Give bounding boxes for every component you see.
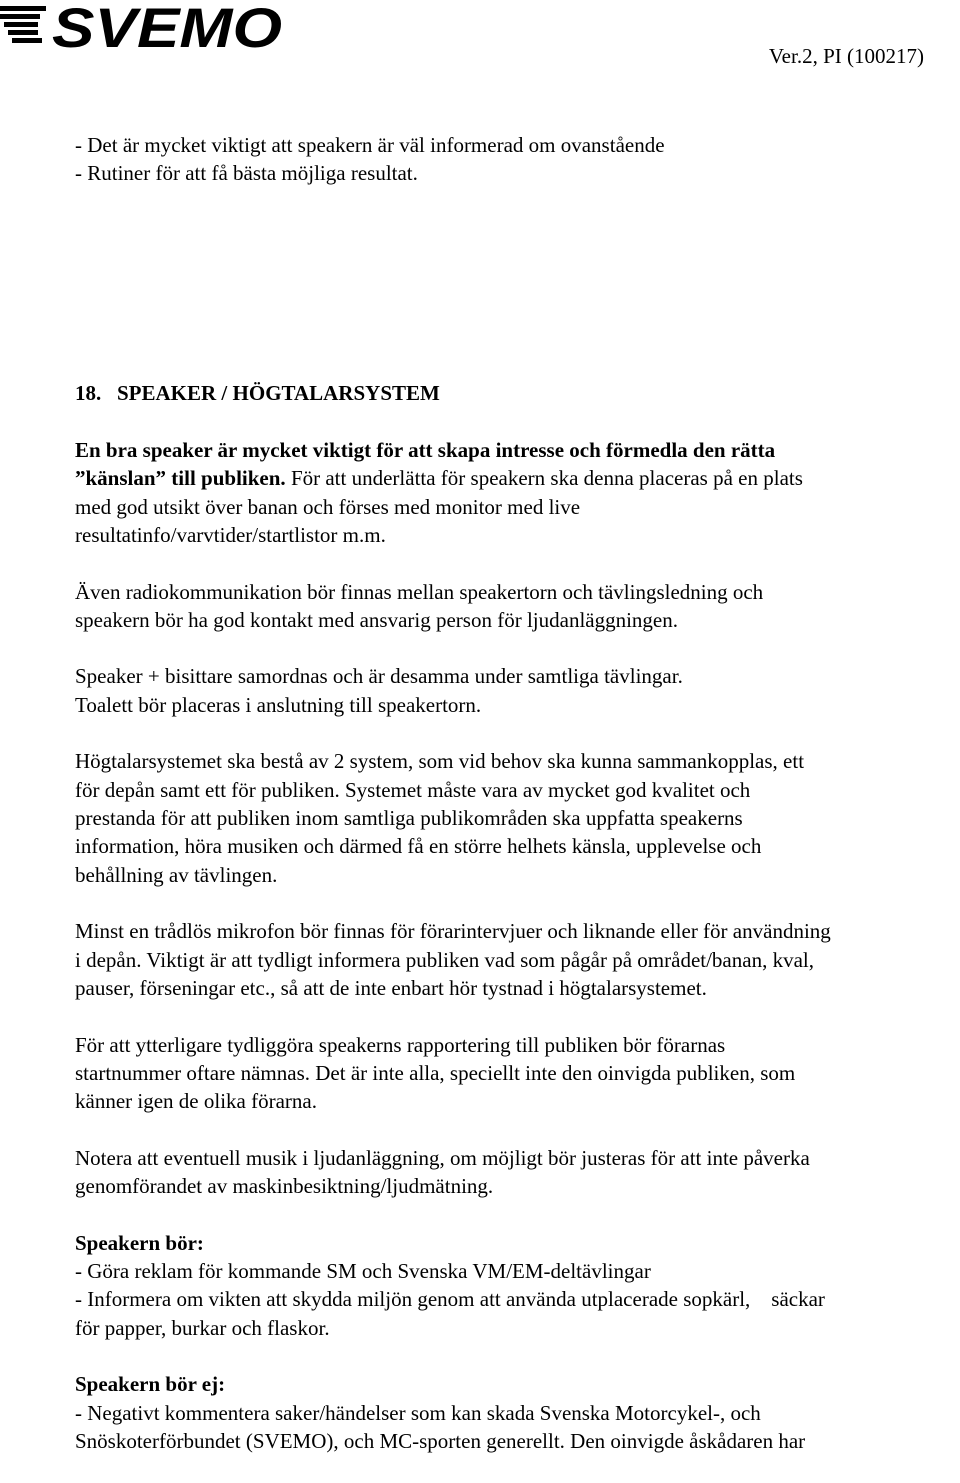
version-label: Ver.2, PI (100217) xyxy=(768,44,924,68)
text: i depån. Viktigt är att tydligt informera publiken vad som pågår på området/banan, kval, xyxy=(75,947,814,972)
text: Högtalarsystemet ska bestå av 2 system, som vid behov ska kunna sammankopplas, ett xyxy=(75,749,805,774)
text: speakern bör ha god kontakt med ansvarig person för ljudanläggningen. xyxy=(75,608,679,633)
text: pauser, förseningar etc., så att de inte enbart hör tystnad i högtalarsystemet. xyxy=(75,976,707,1001)
text: För att ytterligare tydliggöra speakerns rapportering till publiken bör förarnas xyxy=(75,1032,726,1057)
paragraph xyxy=(75,747,960,889)
intro-item: - Rutiner för att få bästa möjliga resultat. xyxy=(75,161,418,186)
section-heading xyxy=(75,381,440,406)
text: Även radiokommunikation bör finnas mellan speakertorn och tävlingsledning och xyxy=(75,579,764,604)
paragraph xyxy=(75,662,960,719)
subheading: Speakern bör ej: xyxy=(75,1372,226,1397)
text: Speaker + bisittare samordnas och är desamma under samtliga tävlingar. xyxy=(75,664,683,689)
list-item: för papper, burkar och flaskor. xyxy=(75,1315,330,1340)
paragraph xyxy=(75,917,960,1002)
logo-wordmark: SVEMO xyxy=(52,2,282,50)
section-title: SPEAKER / HÖGTALARSYSTEM xyxy=(117,381,440,405)
text: startnummer oftare nämnas. Det är inte alla, speciellt inte den oinvigda publiken, som xyxy=(75,1060,796,1085)
text: Toalett bör placeras i anslutning till speakertorn. xyxy=(75,692,482,717)
text: för depån samt ett för publiken. Systemet måste vara av mycket god kvalitet och xyxy=(75,777,751,802)
text: behållning av tävlingen. xyxy=(75,862,278,887)
section-number: 18. xyxy=(75,381,102,405)
paragraph xyxy=(75,578,960,635)
text: med god utsikt över banan och förses med monitor med live xyxy=(75,494,581,519)
svemo-logo xyxy=(0,2,290,50)
text: Minst en trådlös mikrofon bör finnas för förarintervjuer och liknande eller för användning xyxy=(75,919,831,944)
subheading: Speakern bör: xyxy=(75,1230,204,1255)
intro-item: - Det är mycket viktigt att speakern är väl informerad om ovanstående xyxy=(75,133,665,157)
intro-list xyxy=(75,131,960,188)
text: genomförandet av maskinbesiktning/ljudmätning. xyxy=(75,1174,494,1199)
bold-lead: ”känslan” till publiken. xyxy=(75,466,286,491)
text: prestanda för att publiken inom samtliga publikområden ska uppfatta speakerns xyxy=(75,806,743,831)
bold-lead: En bra speaker är mycket viktigt för att skapa intresse och förmedla den rätta xyxy=(75,438,776,462)
paragraph xyxy=(75,1144,960,1201)
list-item: Snöskoterförbundet (SVEMO), och MC-sporten generellt. Den oinvigde åskådaren har xyxy=(75,1428,806,1453)
list-item: - Göra reklam för kommande SM och Svenska VM/EM-deltävlingar xyxy=(75,1258,651,1283)
list-item: - Informera om vikten att skydda miljön genom att använda utplacerade sopkärl, säckar xyxy=(75,1287,825,1312)
paragraph xyxy=(75,436,960,550)
text: Notera att eventuell musik i ljudanläggning, om möjligt bör justeras för att inte påverka xyxy=(75,1145,810,1170)
speaker-should-block xyxy=(75,1229,960,1343)
text: känner igen de olika förarna. xyxy=(75,1089,317,1114)
section-body xyxy=(75,436,960,1483)
text: resultatinfo/varvtider/startlistor m.m. xyxy=(75,523,386,548)
text: För att underlätta för speakern ska denna placeras på en plats xyxy=(285,466,803,491)
text: information, höra musiken och därmed få en större helhets känsla, upplevelse och xyxy=(75,834,762,859)
speaker-should-not-block xyxy=(75,1370,960,1455)
list-item: - Negativt kommentera saker/händelser som kan skada Svenska Motorcykel-, och xyxy=(75,1400,761,1425)
paragraph xyxy=(75,1031,960,1116)
